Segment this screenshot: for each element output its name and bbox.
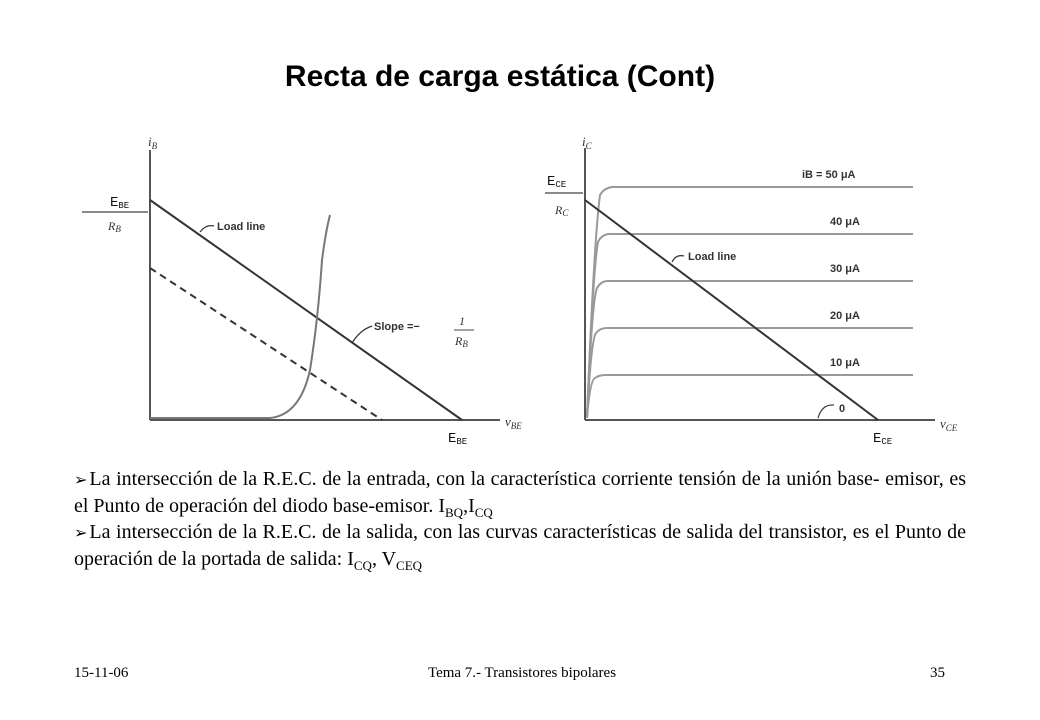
- curve-10uA: [587, 375, 913, 418]
- curve-50uA: [587, 187, 913, 418]
- left-y-intercept-den: RB: [108, 219, 121, 234]
- curve-label-40uA: 40 μA: [830, 216, 860, 228]
- diode-curve: [150, 215, 330, 418]
- footer-page-number: 35: [930, 665, 945, 681]
- right-y-intercept-num: ECE: [547, 174, 567, 190]
- curve-label-20uA: 20 μA: [830, 310, 860, 322]
- curve-label-0: 0: [839, 403, 846, 415]
- curve-20uA: [587, 328, 913, 418]
- slope-pointer: [352, 326, 372, 343]
- left-load-line-label: Load line: [217, 221, 266, 233]
- left-x-intercept: EBE: [448, 431, 468, 447]
- output-characteristic-graph: [545, 134, 958, 447]
- footer-date: 15-11-06: [74, 665, 129, 681]
- curve-30uA: [587, 281, 913, 418]
- zero-pointer: [818, 405, 834, 418]
- left-load-line-dashed: [150, 268, 382, 420]
- right-y-intercept-den: RC: [555, 203, 569, 218]
- bullet-arrow-icon: ➢: [74, 470, 88, 489]
- page-title: Recta de carga estática (Cont): [284, 60, 716, 93]
- left-y-intercept-num: EBE: [110, 195, 130, 211]
- slope-label: Slope =−: [374, 321, 420, 333]
- right-y-axis-label: $i_C$: [582, 134, 592, 151]
- bullet-input-operating-point: ➢ La intersección de la R.E.C. de la entrada, con la característica corriente tensión de la unión base- emisor, es el Punto de operación del diodo base-emisor. $I_{BQ},I_{CQ}$: [74, 468, 966, 520]
- footer-course: Tema 7.- Transistores bipolares: [427, 665, 617, 681]
- bullet-output-operating-point: ➢ La intersección de la R.E.C. de la salida, con las curvas características de salida del transistor, es el Punto de operación de la portada de salida: $I_{CQ}$, $V_{CEQ}$: [74, 521, 966, 573]
- right-x-axis-label: $v_{CE}$: [940, 416, 958, 433]
- right-load-line-label: Load line: [688, 251, 737, 263]
- input-characteristic-graph: [82, 134, 522, 447]
- right-x-intercept: ECE: [873, 431, 893, 447]
- bullet-arrow-icon: ➢: [74, 523, 88, 542]
- right-load-line-pointer: [672, 256, 684, 262]
- body-text: [74, 466, 966, 572]
- left-y-axis-label: $i_B$: [148, 134, 158, 151]
- curve-label-50uA: iB = 50 μA: [802, 169, 856, 181]
- left-load-line-pointer: [200, 226, 214, 232]
- left-x-axis-label: $v_{BE}$: [505, 414, 522, 431]
- slope-den: RB: [455, 334, 468, 349]
- slope-num: 1: [459, 314, 465, 328]
- curve-40uA: [587, 234, 913, 418]
- curve-label-10uA: 10 μA: [830, 357, 860, 369]
- curve-label-30uA: 30 μA: [830, 263, 860, 275]
